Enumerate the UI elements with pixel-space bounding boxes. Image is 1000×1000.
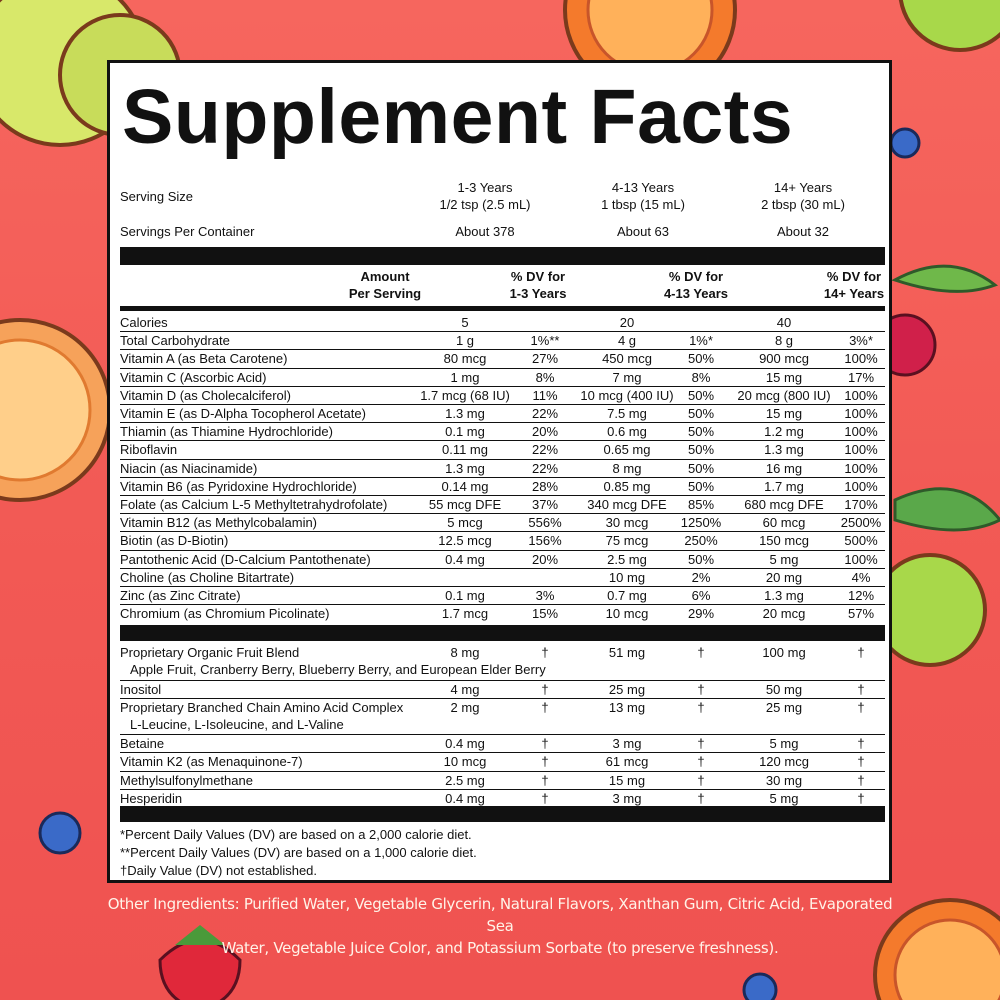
nutrient-value: 7 mg (612, 369, 642, 385)
nutrient-value: 8% (691, 369, 711, 385)
other-ingredients-line-1: Other Ingredients: Purified Water, Vegetable Glycerin, Natural Flavors, Xanthan Gum, Citric Acid, Evaporated Sea (107, 895, 893, 935)
nutrient-row (120, 387, 885, 405)
nutrient-row (120, 332, 885, 350)
header-divider (120, 306, 885, 311)
nutrient-name: Vitamin K2 (as Menaquinone-7) (120, 754, 303, 770)
nutrient-value: 1 g (455, 333, 475, 349)
nutrient-value: 1.3 mg (764, 442, 804, 458)
nutrient-name: Proprietary Organic Fruit Blend (120, 645, 300, 660)
nutrient-value: 11% (532, 387, 558, 403)
nutrient-value: † (857, 699, 865, 715)
nutrient-row (120, 605, 885, 623)
nutrient-row (120, 587, 885, 605)
nutrient-value: 20 mcg (762, 606, 806, 622)
nutrient-value: 500% (844, 533, 878, 549)
nutrient-value: 27% (531, 351, 559, 367)
header-dv2-2: 4-13 Years (663, 286, 729, 301)
nutrient-name: Folate (as Calcium L-5 Methyltetrahydrofolate) (120, 497, 388, 512)
nutrient-value: 1 mg (450, 369, 480, 385)
nutrient-value: 80 mcg (443, 351, 487, 367)
nutrient-value: 100% (844, 551, 878, 567)
nutrient-value: † (697, 772, 705, 788)
nutrient-row (120, 314, 885, 332)
nutrient-value: 13 mg (608, 699, 646, 715)
nutrient-value: 0.1 mg (445, 588, 485, 603)
nutrient-value: 8 mg (612, 460, 642, 476)
nutrient-value: 100% (844, 478, 878, 494)
nutrient-value: 1.3 mg (445, 460, 485, 476)
nutrient-value: 5 mg (769, 736, 799, 752)
nutrient-value: 1%* (689, 333, 713, 349)
nutrient-row (120, 551, 885, 569)
nutrient-value: 0.4 mg (445, 790, 485, 806)
blend-row (120, 772, 885, 790)
nutrient-value: 15 mg (765, 406, 803, 421)
nutrient-value: 12.5 mcg (438, 533, 492, 549)
nutrient-value: † (541, 790, 549, 806)
nutrient-value: 3 mg (612, 736, 642, 752)
header-amount-1: Amount (360, 269, 410, 284)
nutrient-value: 1.7 mg (764, 478, 804, 494)
nutrient-value: 0.11 mg (441, 442, 488, 458)
nutrient-value: 50% (687, 424, 715, 440)
nutrient-value: 12% (847, 588, 875, 603)
nutrient-value: † (697, 699, 705, 715)
nutrient-row (120, 441, 885, 459)
nutrient-name: Niacin (as Niacinamide) (120, 460, 258, 476)
header-dv3-2: 14+ Years (823, 286, 885, 301)
nutrient-value: † (697, 790, 705, 806)
other-ingredients-line-2: Water, Vegetable Juice Color, and Potassium Sorbate (to preserve freshness). (221, 939, 779, 957)
nutrient-value: † (857, 681, 865, 697)
nutrient-name: Thiamin (as Thiamine Hydrochloride) (120, 424, 333, 440)
thick-divider (120, 247, 885, 265)
nutrient-value: 2% (691, 569, 711, 585)
nutrient-value: † (697, 736, 705, 752)
nutrient-value: 51 mg (608, 645, 646, 660)
nutrient-value: 100% (844, 460, 878, 476)
nutrient-name: Vitamin B12 (as Methylcobalamin) (120, 515, 318, 531)
nutrient-value: 0.14 mg (441, 478, 489, 494)
nutrient-value: 1.3 mg (445, 406, 485, 421)
nutrient-value: 15 mg (608, 772, 646, 788)
nutrient-name: Vitamin A (as Beta Carotene) (120, 351, 288, 367)
nutrient-value: 61 mcg (605, 754, 649, 770)
header-dv2-1: % DV for (668, 269, 724, 284)
nutrient-value: † (541, 681, 549, 697)
nutrient-name: Biotin (as D-Biotin) (120, 533, 229, 549)
nutrient-value: 50% (687, 442, 715, 458)
nutrient-value: 17% (847, 369, 875, 385)
nutrient-row (120, 569, 885, 587)
serving-size-label: Serving Size (120, 189, 193, 204)
nutrient-value: † (541, 772, 549, 788)
nutrient-value: 2.5 mg (445, 772, 485, 788)
nutrient-value: 10 mg (608, 569, 646, 585)
nutrient-value: 170% (844, 497, 878, 512)
serving-age-3: 14+ Years (773, 180, 833, 195)
supplement-facts-panel (107, 60, 892, 883)
nutrient-value: 0.4 mg (445, 551, 485, 567)
nutrient-name: Vitamin C (Ascorbic Acid) (120, 369, 267, 385)
nutrient-name: Methylsulfonylmethane (120, 772, 253, 788)
nutrient-value: 100% (844, 387, 878, 403)
nutrient-value: 450 mcg (602, 351, 652, 367)
nutrient-value: 16 mg (765, 460, 803, 476)
nutrient-value: 50% (687, 478, 715, 494)
nutrient-value: 1%** (530, 333, 560, 349)
blend-row (120, 735, 885, 753)
nutrient-value: 10 mcg (605, 606, 649, 622)
nutrient-row (120, 405, 885, 423)
nutrient-value: 0.7 mg (607, 588, 647, 603)
nutrient-value: 85% (687, 497, 715, 512)
nutrient-value: 5 (461, 315, 469, 330)
nutrient-value: 8% (535, 369, 555, 385)
nutrient-value: 20 mcg (800 IU) (737, 387, 831, 403)
blend-row (120, 681, 885, 699)
nutrient-value: 4 mg (450, 681, 480, 697)
nutrient-name: Vitamin B6 (as Pyridoxine Hydrochloride) (120, 478, 357, 494)
nutrient-value: 100 mg (762, 645, 806, 660)
nutrient-value: 15% (531, 606, 559, 622)
nutrient-value: 50% (687, 460, 715, 476)
nutrient-value: 50% (687, 406, 715, 421)
nutrient-value: † (541, 754, 549, 770)
nutrient-value: 57% (847, 606, 875, 622)
nutrient-row (120, 423, 885, 441)
nutrient-value: 55 mcg DFE (428, 497, 502, 512)
nutrient-value: 0.65 mg (603, 442, 651, 458)
nutrient-value: 2 mg (450, 699, 480, 715)
nutrient-value: 8 mg (450, 645, 480, 660)
serving-size-1: 1/2 tsp (2.5 mL) (439, 197, 531, 212)
blend-row (120, 753, 885, 771)
serving-age-1: 1-3 Years (457, 180, 513, 195)
servings-per-container-label: Servings Per Container (120, 224, 255, 239)
nutrient-value: 5 mg (769, 790, 799, 806)
nutrient-value: † (697, 645, 705, 660)
nutrient-value: 20% (531, 551, 559, 567)
header-dv1-1: % DV for (510, 269, 566, 284)
nutrient-value: 0.85 mg (603, 478, 651, 494)
nutrient-value: 50% (687, 387, 715, 403)
serving-count-3: About 32 (776, 224, 830, 239)
nutrient-value: 1250% (680, 515, 722, 531)
nutrient-value: 340 mcg DFE (587, 497, 667, 512)
nutrient-row (120, 369, 885, 387)
nutrient-name: Zinc (as Zinc Citrate) (120, 588, 241, 603)
nutrient-value: 29% (687, 606, 715, 622)
nutrient-value: 250% (684, 533, 718, 549)
serving-size-2: 1 tbsp (15 mL) (601, 197, 685, 212)
nutrient-value: 4 g (617, 333, 637, 349)
nutrient-value: 0.1 mg (445, 424, 485, 440)
nutrient-value: 75 mcg (605, 533, 649, 549)
nutrient-value: 556% (528, 515, 562, 531)
nutrient-value: † (541, 699, 549, 715)
nutrient-value: 50 mg (765, 681, 803, 697)
footnote-3: †Daily Value (DV) not established. (120, 863, 318, 878)
blend-row (120, 699, 885, 735)
nutrient-value: 10 mcg (443, 754, 487, 770)
nutrient-name: Chromium (as Chromium Picolinate) (120, 606, 330, 622)
nutrient-value: 4% (851, 569, 871, 585)
nutrient-value: 22% (531, 406, 559, 421)
nutrient-value: 30 mg (765, 772, 803, 788)
nutrient-name: Pantothenic Acid (D-Calcium Pantothenate) (120, 551, 371, 567)
thick-divider (120, 625, 885, 641)
nutrient-row (120, 532, 885, 550)
nutrient-name: Hesperidin (120, 790, 183, 806)
nutrient-value: 22% (531, 460, 559, 476)
nutrient-value: † (697, 681, 705, 697)
nutrient-value: 7.5 mg (607, 406, 647, 421)
nutrient-value: 22% (531, 442, 559, 458)
nutrient-value: † (697, 754, 705, 770)
other-ingredients (100, 893, 900, 959)
nutrient-value: 100% (844, 424, 878, 440)
header-dv1-2: 1-3 Years (509, 286, 567, 301)
nutrient-value: 50% (687, 351, 715, 367)
nutrient-row (120, 350, 885, 368)
nutrient-value: 1.2 mg (764, 424, 804, 440)
serving-age-2: 4-13 Years (611, 180, 675, 195)
nutrient-name: Inositol (120, 681, 162, 697)
nutrient-value: 900 mcg (759, 351, 809, 367)
nutrient-value: 15 mg (765, 369, 803, 385)
nutrient-name: Vitamin D (as Cholecalciferol) (120, 387, 291, 403)
nutrient-value: 5 mg (769, 551, 799, 567)
nutrient-value: 0.4 mg (445, 736, 485, 752)
blend-ingredients: Apple Fruit, Cranberry Berry, Blueberry Berry, and European Elder Berry (130, 662, 546, 677)
serving-count-1: About 378 (455, 224, 515, 239)
nutrient-value: 5 mcg (447, 515, 483, 531)
header-amount-2: Per Serving (348, 286, 422, 301)
nutrient-value: † (857, 736, 865, 752)
nutrient-name: Riboflavin (120, 442, 178, 458)
nutrient-value: 156% (528, 533, 562, 549)
nutrient-value: 8 g (774, 333, 794, 349)
blend-row (120, 644, 885, 680)
nutrient-value: 1.7 mcg (68 IU) (420, 387, 510, 403)
nutrient-name: Calories (120, 315, 168, 330)
nutrient-value: 10 mcg (400 IU) (580, 387, 674, 403)
nutrient-value: † (857, 790, 865, 806)
nutrient-name: Choline (as Choline Bitartrate) (120, 569, 295, 585)
nutrient-value: 120 mcg (759, 754, 809, 770)
nutrient-value: 6% (691, 588, 711, 603)
orange-slice-illustration (0, 320, 110, 500)
nutrient-value: 20% (531, 424, 559, 440)
nutrient-value: 40 (776, 315, 792, 330)
nutrient-row (120, 460, 885, 478)
nutrient-value: 1.3 mg (764, 588, 804, 603)
nutrient-value: 20 (619, 315, 635, 330)
nutrient-value: 30 mcg (605, 515, 649, 531)
header-dv3-1: % DV for (826, 269, 882, 284)
nutrient-value: 25 mg (608, 681, 646, 697)
nutrient-value: 2.5 mg (607, 551, 647, 567)
nutrient-name: Total Carbohydrate (120, 333, 230, 349)
nutrient-value: 100% (844, 406, 878, 421)
nutrient-value: 3%* (849, 333, 873, 349)
nutrient-value: 50% (687, 551, 715, 567)
nutrient-value: † (541, 736, 549, 752)
nutrient-row (120, 514, 885, 532)
nutrient-value: 100% (844, 351, 878, 367)
nutrient-value: 28% (531, 478, 559, 494)
nutrient-value: 20 mg (765, 569, 803, 585)
footnote-2: **Percent Daily Values (DV) are based on a 1,000 calorie diet. (120, 845, 477, 860)
serving-count-2: About 63 (616, 224, 670, 239)
nutrient-value: 1.7 mcg (441, 606, 489, 622)
nutrient-value: † (857, 645, 865, 660)
nutrient-value: 25 mg (765, 699, 803, 715)
footnote-1: *Percent Daily Values (DV) are based on a 2,000 calorie diet. (120, 827, 472, 842)
nutrient-name: Proprietary Branched Chain Amino Acid Complex (120, 699, 404, 715)
panel-title: Supplement Facts (122, 74, 794, 160)
nutrient-value: 2500% (840, 515, 882, 531)
nutrient-value: † (541, 645, 549, 660)
blend-ingredients: L-Leucine, L-Isoleucine, and L-Valine (130, 716, 344, 732)
nutrient-value: 37% (531, 497, 559, 512)
nutrient-value: 680 mcg DFE (744, 497, 824, 512)
nutrient-name: Vitamin E (as D-Alpha Tocopherol Acetate) (120, 406, 366, 421)
nutrient-value: 3 mg (612, 790, 642, 806)
nutrient-value: 0.6 mg (607, 424, 647, 440)
nutrient-value: 100% (844, 442, 878, 458)
thick-divider (120, 806, 885, 822)
serving-size-3: 2 tbsp (30 mL) (761, 197, 845, 212)
nutrient-value: † (857, 754, 865, 770)
nutrient-row (120, 496, 885, 514)
nutrient-value: 3% (535, 588, 555, 603)
nutrient-row (120, 478, 885, 496)
nutrient-value: 60 mcg (762, 515, 806, 531)
nutrient-name: Betaine (120, 736, 165, 752)
nutrient-value: 150 mcg (759, 533, 809, 549)
nutrient-value: † (857, 772, 865, 788)
